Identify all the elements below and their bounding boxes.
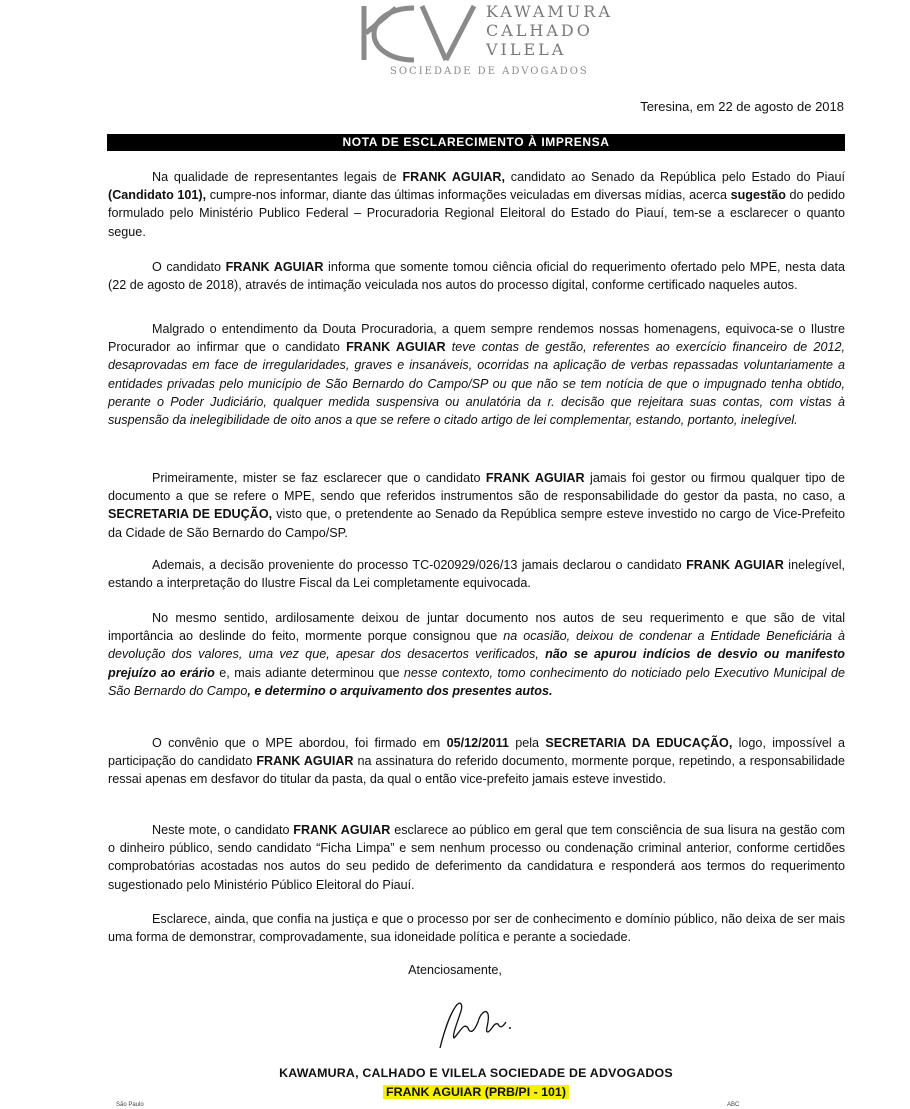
handwritten-signature xyxy=(430,992,526,1054)
paragraph: O candidato FRANK AGUIAR informa que somente tomou ciência oficial do requerimento ofertado pelo MPE, nesta data (22 de agosto de 2018), através de intimação veiculada nos autos do processo digital, conforme certificado naqueles autos. xyxy=(108,260,845,293)
firm-logo xyxy=(352,0,632,82)
paragraph: Neste mote, o candidato FRANK AGUIAR esclarece ao público em geral que tem consciência de sua lisura na gestão com o dinheiro público, sendo candidato “Ficha Limpa” e sem nenhum processo ou condenação criminal anterior, conforme certidões comprobatórias acostadas nos autos do seu pedido de deferimento da candidatura e responderá aos termos do requerimento sugestionado pelo Ministério Público Eleitoral do Piauí. xyxy=(108,823,846,892)
document-title: NOTA DE ESCLARECIMENTO À IMPRENSA xyxy=(107,134,845,151)
paragraph: Ademais, a decisão proveniente do processo TC-020929/026/13 jamais declarou o candidato FRANK AGUIAR inelegível, estando a interpretação do Ilustre Fiscal da Lei completamente equivocada. xyxy=(108,558,845,591)
firm-name xyxy=(486,2,613,59)
paragraph: O convênio que o MPE abordou, foi firmado em 05/12/2011 pela SECRETARIA DA EDUCAÇÃO, logo, impossível a participação do candidato FRANK AGUIAR na assinatura do referido documento, mormente porque, repetindo, a responsabilidade ressai apenas em desfavor do titular da pasta, da qual o então vice-prefeito jamais esteve investido. xyxy=(108,736,846,787)
signature-candidate-line xyxy=(0,1083,910,1101)
firm-name-line: KAWAMURA xyxy=(486,2,613,21)
document-date: Teresina, em 22 de agosto de 2018 xyxy=(640,99,844,114)
closing-salutation: Atenciosamente, xyxy=(408,963,502,977)
paragraph: Esclarece, ainda, que confia na justiça e que o processo por ser de conhecimento e domínio público, não deixa de ser mais uma forma de demonstrar, comprovadamente, sua idoneidade política e perante a sociedade. xyxy=(108,912,845,945)
paragraph: No mesmo sentido, ardilosamente deixou de juntar documento nos autos de seu requerimento e que são de vital importância ao deslinde do feito, mormente porque consignou que na ocasião, deixou de condenar a Entidade Beneficiária à devolução dos valores, uma vez que, apesar dos desacertos verificados, não se apurou indícios de desvio ou manifesto prejuízo ao erário e, mais adiante determinou que nesse contexto, tomo conhecimento do noticiado pelo Executivo Municipal de São Bernardo do Campo, e determino o arquivamento dos presentes autos. xyxy=(108,611,845,698)
footer-city-left: São Paulo xyxy=(116,1102,144,1108)
footer-city-right: ABC xyxy=(727,1102,740,1108)
signature-firm-name: KAWAMURA, CALHADO E VILELA SOCIEDADE DE ADVOGADOS xyxy=(279,1066,673,1080)
firm-name-line: VILELA xyxy=(486,40,567,59)
signature-candidate: FRANK AGUIAR (PRB/PI - 101) xyxy=(383,1085,569,1099)
kcv-monogram-icon xyxy=(356,2,480,64)
paragraph: Primeiramente, mister se faz esclarecer que o candidato FRANK AGUIAR jamais foi gestor ou firmou qualquer tipo de documento a que se refere o MPE, sendo que referidos instrumentos são de responsabilidade do gestor da pasta, no caso, a SECRETARIA DE EDUÇÃO, visto que, o pretendente ao Senado da República sempre esteve investido no cargo de Vice-Prefeito da Cidade de São Bernardo do Campo/SP. xyxy=(108,471,846,540)
firm-name-line: CALHADO xyxy=(486,21,593,40)
firm-subtitle: SOCIEDADE DE ADVOGADOS xyxy=(390,66,589,77)
paragraph: Malgrado o entendimento da Douta Procuradoria, a quem sempre rendemos nossas homenagens, equivoca-se o Ilustre Procurador ao infirmar que o candidato FRANK AGUIAR teve contas de gestão, referentes ao exercício financeiro de 2012, desaprovadas em face de irregularidades, graves e insanáveis, ocorridas na aplicação de verbas repassadas voluntariamente a entidades privadas pelo município de São Bernardo do Campo/SP ou que não se tem notícia de que o impugnado tenha obtido, perante o Poder Judiciário, qualquer medida suspensiva ou anulatória da r. decisão que rejeitara suas contas, com vistas à suspensão da inelegibilidade de oito anos a que se refere o citado artigo de lei complementar, estando, portanto, inelegível. xyxy=(108,322,846,428)
paragraph: Na qualidade de representantes legais de FRANK AGUIAR, candidato ao Senado da República pelo Estado do Piauí (Candidato 101), cumpre-nos informar, diante das últimas informações veiculadas em diversas mídias, acerca sugestão do pedido formulado pelo Ministério Publico Federal – Procuradoria Regional Eleitoral do Estado do Piauí, tem-se a esclarecer o quanto segue. xyxy=(108,170,846,239)
